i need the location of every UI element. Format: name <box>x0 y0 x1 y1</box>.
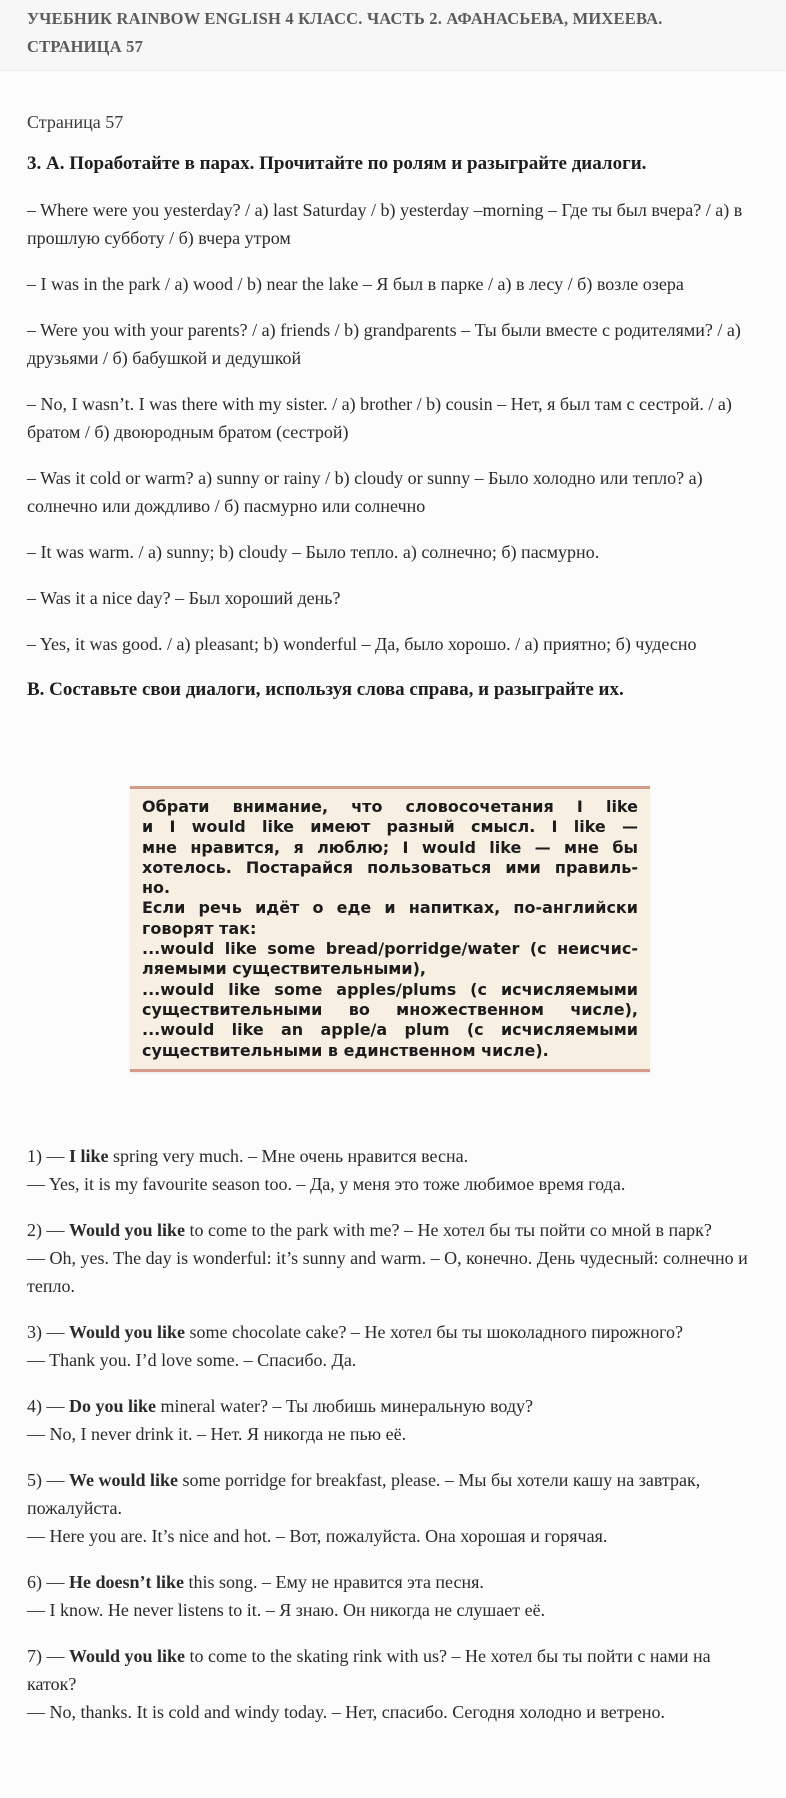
dialog-question <box>27 1216 759 1244</box>
dialog-number: 2) — <box>27 1220 69 1240</box>
dialogue-line: – No, I wasn’t. I was there with my sister. / a) brother / b) cousin – Нет, я был там с сестрой. / а) братом / б) двоюродным братом (сестрой) <box>27 394 732 442</box>
key-phrase: Would you like <box>69 1646 186 1666</box>
dialog-question-text: spring very much. – Мне очень нравится весна. <box>108 1146 469 1166</box>
note-line: существительными в единственном числе). <box>142 1040 549 1060</box>
key-phrase: Would you like <box>69 1220 186 1240</box>
dialog-number: 3) — <box>27 1322 69 1342</box>
dialog-question <box>27 1466 759 1522</box>
page-number-label: Страница 57 <box>27 112 124 132</box>
dialogue-line: – Were you with your parents? / a) friends / b) grandparents – Ты были вместе с родителями? / а) друзьями / б) бабушкой и дедушкой <box>27 320 741 368</box>
dialog-answer: — Oh, yes. The day is wonderful: it’s sunny and warm. – О, конечно. День чудесный: солнечно и тепло. <box>27 1248 748 1296</box>
note-line: мне нравится, я люблю; I would like — мне бы <box>142 837 638 857</box>
key-phrase: Would you like <box>69 1322 186 1342</box>
dialogue-line: – I was in the park / a) wood / b) near the lake – Я был в парке / а) в лесу / б) возле озера <box>27 274 684 294</box>
dialog-item <box>27 1142 759 1198</box>
dialog-answer: — I know. He never listens to it. – Я знаю. Он никогда не слушает её. <box>27 1600 546 1620</box>
dialog-question-text: this song. – Ему не нравится эта песня. <box>184 1572 484 1592</box>
dialog-number: 1) — <box>27 1146 69 1166</box>
dialog-answer: — No, I never drink it. – Нет. Я никогда не пью её. <box>27 1424 407 1444</box>
note-line: ...would like some apples/plums (с исчисляемыми <box>142 979 638 999</box>
grammar-note-text <box>142 797 638 1061</box>
dialog-question <box>27 1142 759 1170</box>
dialog-answer: — Thank you. I’d love some. – Спасибо. Да. <box>27 1350 357 1370</box>
dialog-question-text: some porridge for breakfast, please. – Мы бы хотели кашу на завтрак, пожалуйста. <box>27 1470 701 1518</box>
dialogue-line: – Yes, it was good. / a) pleasant; b) wonderful – Да, было хорошо. / а) приятно; б) чудесно <box>27 634 697 654</box>
dialog-item <box>27 1318 759 1374</box>
dialog-question <box>27 1568 759 1596</box>
dialog-question <box>27 1318 759 1346</box>
note-line: существительными во множественном числе), <box>142 999 638 1019</box>
key-phrase: We would like <box>69 1470 179 1490</box>
task-b-heading: B. Составьте свои диалоги, используя слова справа, и разыграйте их. <box>27 679 624 700</box>
key-phrase: Do you like <box>69 1396 157 1416</box>
dialog-list <box>27 1142 759 1744</box>
dialog-item <box>27 1642 759 1726</box>
note-line: ...would like an apple/a plum (с исчисляемыми <box>142 1020 638 1040</box>
dialog-question <box>27 1392 759 1420</box>
dialogue-line: – Was it cold or warm? a) sunny or rainy / b) cloudy or sunny – Было холодно или тепло? а) солнечно или дождливо / б) пасмурно или солнечно <box>27 468 703 516</box>
dialog-question <box>27 1642 759 1698</box>
dialog-answer: — Here you are. It’s nice and hot. – Вот, пожалуйста. Она хорошая и горячая. <box>27 1526 608 1546</box>
dialog-question-text: to come to the park with me? – Не хотел бы ты пойти со мной в парк? <box>185 1220 712 1240</box>
task-a-heading: 3. А. Поработайте в парах. Прочитайте по ролям и разыграйте диалоги. <box>27 153 647 174</box>
key-phrase: I like <box>69 1146 109 1166</box>
note-line: ...would like some bread/porridge/water (с неисчис- <box>142 939 638 959</box>
dialogue-line: – It was warm. / a) sunny; b) cloudy – Было тепло. а) солнечно; б) пасмурно. <box>27 542 600 562</box>
dialog-number: 4) — <box>27 1396 69 1416</box>
dialog-item <box>27 1466 759 1550</box>
note-line: но. <box>142 878 171 898</box>
dialog-answer: — No, thanks. It is cold and windy today. – Нет, спасибо. Сегодня холодно и ветрено. <box>27 1702 665 1722</box>
article-body <box>27 108 759 722</box>
dialog-number: 7) — <box>27 1646 69 1666</box>
dialog-item <box>27 1392 759 1448</box>
note-line: Обрати внимание, что словосочетания I like <box>142 797 638 816</box>
dialog-item <box>27 1216 759 1300</box>
note-line: хотелось. Постарайся пользоваться ими правиль- <box>142 857 638 877</box>
dialog-item <box>27 1568 759 1624</box>
note-line: Если речь идёт о еде и напитках, по-английски <box>142 898 638 918</box>
note-line: говорят так: <box>142 918 257 938</box>
dialog-number: 5) — <box>27 1470 69 1490</box>
dialog-number: 6) — <box>27 1572 69 1592</box>
grammar-note-image <box>130 786 650 1072</box>
dialog-answer: — Yes, it is my favourite season too. – Да, у меня это тоже любимое время года. <box>27 1174 626 1194</box>
note-line: и I would like имеют разный смысл. I like — <box>142 817 638 837</box>
key-phrase: He doesn’t like <box>69 1572 184 1592</box>
dialogue-line: – Where were you yesterday? / a) last Saturday / b) yesterday –morning – Где ты был вчера? / а) в прошлую субботу / б) вчера утром <box>27 200 743 248</box>
dialog-question-text: to come to the skating rink with us? – Не хотел бы ты пойти с нами на каток? <box>27 1646 711 1694</box>
note-line: ляемыми существительными), <box>142 959 426 979</box>
page-title: УЧЕБНИК RAINBOW ENGLISH 4 КЛАСС. ЧАСТЬ 2. АФАНАСЬЕВА, МИХЕЕВА. СТРАНИЦА 57 <box>27 9 663 56</box>
page-header <box>0 0 786 71</box>
dialog-question-text: some chocolate cake? – Не хотел бы ты шоколадного пирожного? <box>185 1322 684 1342</box>
dialog-question-text: mineral water? – Ты любишь минеральную воду? <box>156 1396 534 1416</box>
dialogue-line: – Was it a nice day? – Был хороший день? <box>27 588 341 608</box>
